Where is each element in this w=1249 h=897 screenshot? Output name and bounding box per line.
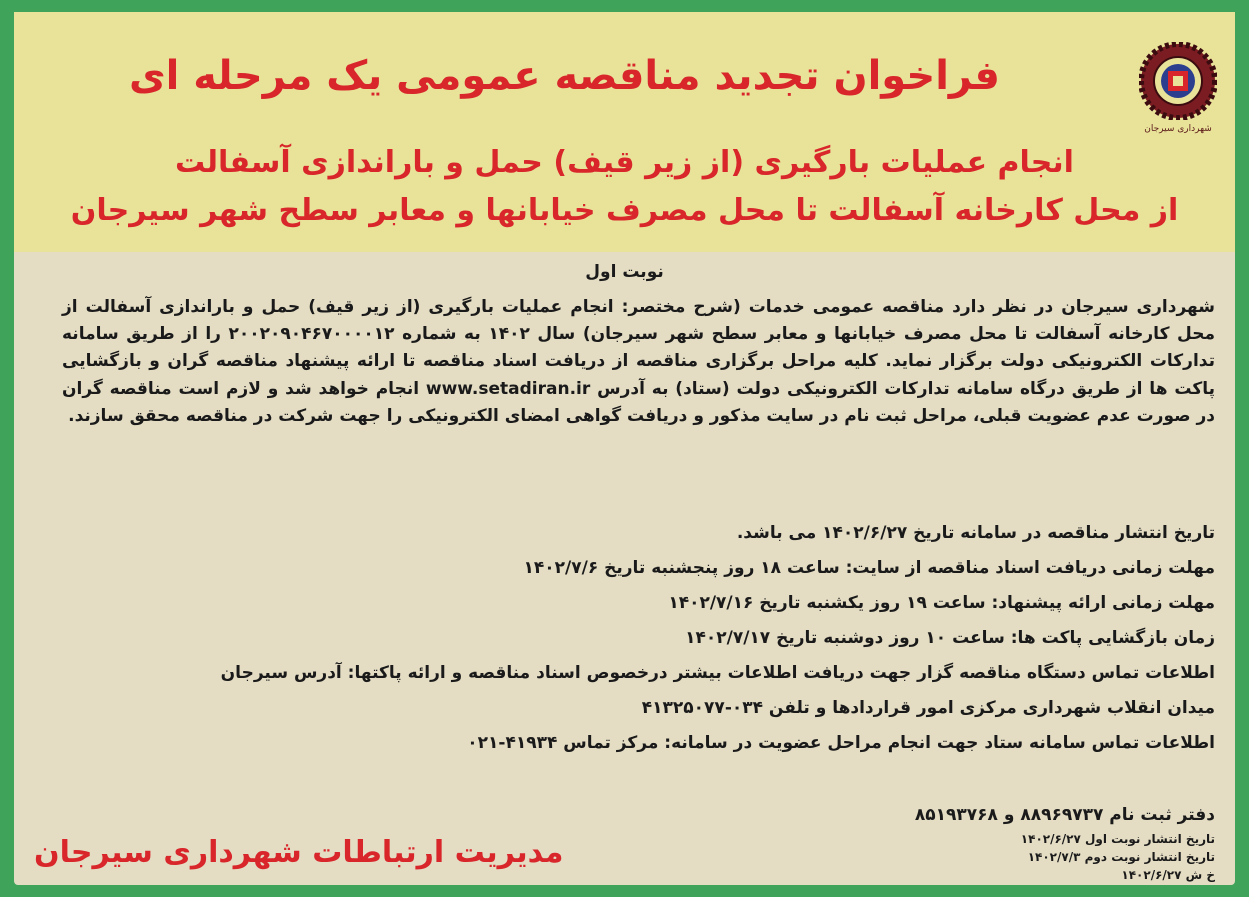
emblem-caption: شهرداری سیرجان (1144, 124, 1212, 134)
page-title: فراخوان تجدید مناقصه عمومی یک مرحله ای (128, 53, 1000, 99)
publish-date-first: تاریخ انتشار نوبت اول ۱۴۰۲/۶/۲۷ (1020, 832, 1215, 846)
notice-body: شهرداری سیرجان در نظر دارد مناقصه عمومی خدمات (شرح مختصر: انجام عملیات بارگیری (از زیر قیف) حمل و باراندازی آسفالت از محل کارخانه آسفالت تا محل مصرف خیابانها و معابر سطح شهر سیرجان) سال ۱۴۰۲ به شماره ۲۰۰۲۰۹۰۴۶۷۰۰۰۰۱۲ را از طریق سامانه تدارکات الکترونیکی دولت برگزار نماید. کلیه مراحل برگزاری مناقصه از دریافت اسناد مناقصه تا ارائه پیشنهاد مناقصه گران و بازگشایی پاکت ها از طریق درگاه سامانه تدارکات الکترونیکی دولت (ستاد) به آدرس www.setadiran.ir انجام خواهد شد و لازم است مناقصه گران در صورت عدم عضویت قبلی، مراحل ثبت نام در سایت مذکور و دریافت گواهی امضای الکترونیکی را جهت شرکت در مناقصه محقق سازند. (62, 297, 1215, 426)
notice-code: خ ش ۱۴۰۲/۶/۲۷ (1121, 868, 1215, 882)
info-line-address-phone: میدان انقلاب شهرداری مرکزی امور قراردادها و تلفن ۰۳۴-۴۱۳۲۵۰۷۷ (641, 698, 1215, 718)
subtitle-line-1: انجام عملیات بارگیری (از زیر قیف) حمل و باراندازی آسفالت (175, 145, 1074, 180)
registration-office: دفتر ثبت نام ۸۸۹۶۹۷۳۷ و ۸۵۱۹۳۷۶۸ (914, 805, 1215, 825)
signature: مدیریت ارتباطات شهرداری سیرجان (34, 835, 564, 870)
info-line-opening-time: زمان بازگشایی پاکت ها: ساعت ۱۰ روز دوشنبه تاریخ ۱۴۰۲/۷/۱۷ (685, 628, 1215, 648)
subtitle-line-2: از محل کارخانه آسفالت تا محل مصرف خیابانها و معابر سطح شهر سیرجان (70, 193, 1179, 228)
notice-frame (14, 12, 1235, 885)
info-line-setad-contact: اطلاعات تماس سامانه ستاد جهت انجام مراحل عضویت در سامانه: مرکز تماس ۴۱۹۳۴-۰۲۱ (467, 733, 1215, 753)
publish-date-second: تاریخ انتشار نوبت دوم ۱۴۰۲/۷/۳ (1027, 850, 1215, 864)
municipality-emblem-icon (1139, 42, 1217, 120)
info-line-offer-deadline: مهلت زمانی ارائه پیشنهاد: ساعت ۱۹ روز یکشنبه تاریخ ۱۴۰۲/۷/۱۶ (668, 593, 1215, 613)
info-line-document-deadline: مهلت زمانی دریافت اسناد مناقصه از سایت: ساعت ۱۸ روز پنجشنبه تاریخ ۱۴۰۲/۷/۶ (523, 558, 1215, 578)
info-line-publish-date: تاریخ انتشار مناقصه در سامانه تاریخ ۱۴۰۲/۶/۲۷ می باشد. (736, 523, 1215, 543)
info-line-contact-tenderer: اطلاعات تماس دستگاه مناقصه گزار جهت دریافت اطلاعات بیشتر درخصوص اسناد مناقصه و ارائه پاکتها: آدرس سیرجان (220, 663, 1215, 683)
publication-round: نوبت اول (585, 262, 664, 282)
